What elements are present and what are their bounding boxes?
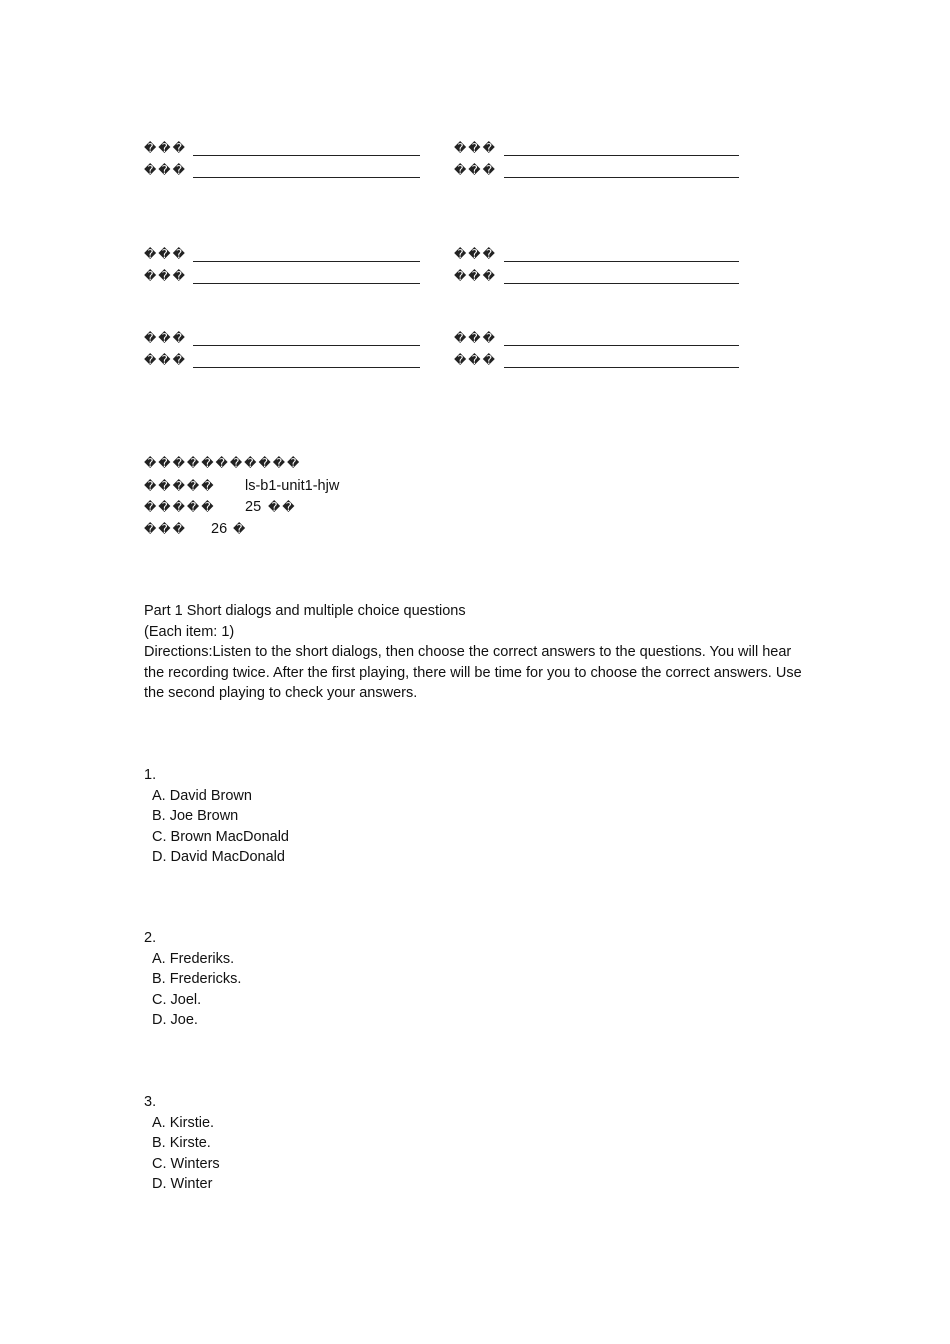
question-1: [144, 765, 289, 868]
part-scoring: (Each item: 1): [144, 623, 235, 640]
total-label: ���: [144, 522, 187, 536]
option-c[interactable]: C. Winters: [152, 1155, 220, 1172]
exam-info-heading: �����������: [144, 456, 302, 470]
field-blank[interactable]: [193, 367, 420, 368]
total-unit: �: [233, 522, 248, 536]
field-label: ���: [454, 163, 497, 177]
field-blank[interactable]: [504, 345, 739, 346]
part-section: [144, 601, 814, 704]
field-blank[interactable]: [504, 177, 739, 178]
field-label: ���: [454, 247, 497, 261]
option-d[interactable]: D. David MacDonald: [152, 849, 285, 865]
option-c[interactable]: C. Joel.: [152, 991, 202, 1008]
option-b[interactable]: B. Fredericks.: [152, 971, 242, 987]
paper-code-label: �����: [144, 479, 216, 493]
question-number: 3.: [144, 1094, 157, 1110]
option-a[interactable]: A. Frederiks.: [152, 950, 235, 967]
total-value: 26: [211, 521, 228, 537]
option-c[interactable]: C. Brown MacDonald: [152, 828, 289, 845]
field-label: ���: [144, 353, 187, 367]
part-title: Part 1 Short dialogs and multiple choice questions: [144, 603, 466, 619]
option-a[interactable]: A. Kirstie.: [152, 1114, 215, 1131]
option-a[interactable]: A. David Brown: [152, 787, 252, 804]
field-label: ���: [454, 331, 497, 345]
duration-label: �����: [144, 500, 216, 514]
duration-unit: ��: [268, 500, 297, 514]
field-label: ���: [144, 247, 187, 261]
duration-value: 25: [245, 499, 262, 515]
option-b[interactable]: B. Joe Brown: [152, 808, 239, 824]
field-blank[interactable]: [193, 261, 420, 262]
field-blank[interactable]: [504, 155, 739, 156]
field-label: ���: [144, 163, 187, 177]
field-label: ���: [454, 353, 497, 367]
field-label: ���: [454, 269, 497, 283]
field-blank[interactable]: [504, 367, 739, 368]
question-number: 2.: [144, 930, 157, 946]
part-directions: Directions:Listen to the short dialogs, then choose the correct answers to the questions. You will hear the recording twice. After the first playing, there will be time for you to choose the correct answers. Use the second playing to check your answers.: [144, 644, 802, 701]
option-b[interactable]: B. Kirste.: [152, 1135, 211, 1151]
question-number: 1.: [144, 767, 157, 783]
option-d[interactable]: D. Joe.: [152, 1012, 198, 1028]
field-blank[interactable]: [504, 283, 739, 284]
question-3: [144, 1092, 220, 1195]
field-label: ���: [144, 141, 187, 155]
field-blank[interactable]: [504, 261, 739, 262]
field-blank[interactable]: [193, 155, 420, 156]
paper-code-value: ls-b1-unit1-hjw: [245, 478, 340, 494]
field-blank[interactable]: [193, 345, 420, 346]
field-label: ���: [144, 331, 187, 345]
field-label: ���: [454, 141, 497, 155]
field-blank[interactable]: [193, 177, 420, 178]
question-2: [144, 928, 241, 1031]
field-blank[interactable]: [193, 283, 420, 284]
option-d[interactable]: D. Winter: [152, 1176, 213, 1192]
field-label: ���: [144, 269, 187, 283]
